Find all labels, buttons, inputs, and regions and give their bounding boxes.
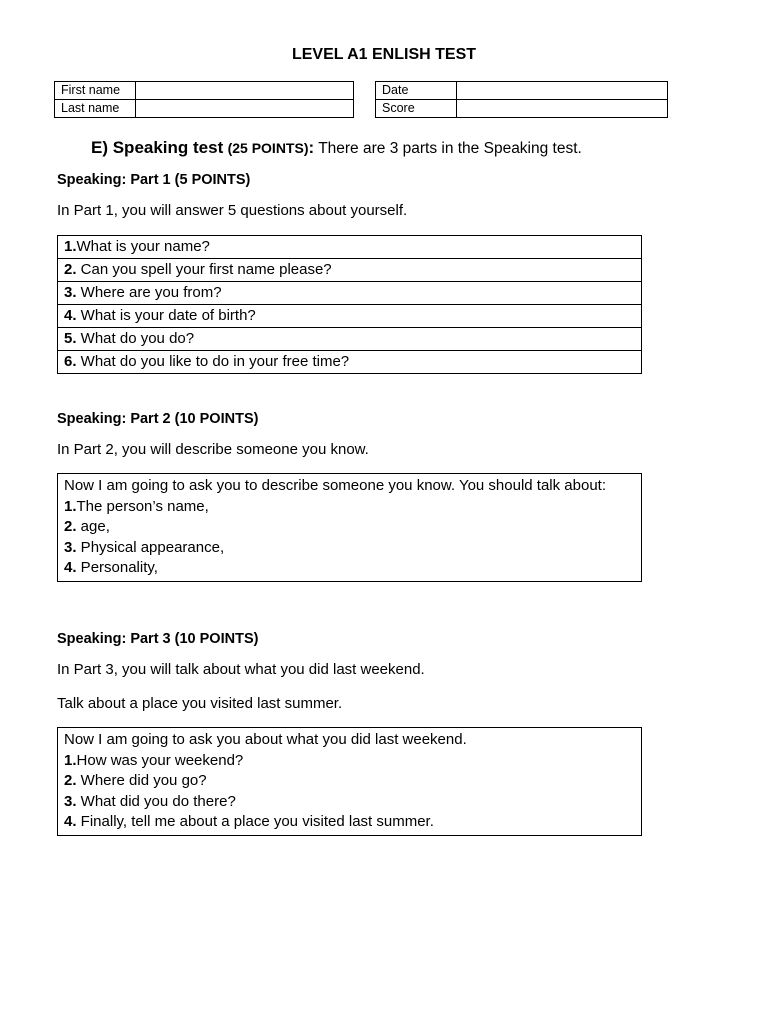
item-number: 1. <box>64 751 77 769</box>
item-text: age, <box>76 518 110 535</box>
item-number: 3. <box>64 792 77 810</box>
date-row <box>376 82 668 100</box>
date-score-table <box>375 81 668 118</box>
question-row <box>58 305 642 328</box>
list-item <box>64 771 635 792</box>
part2-prompt-box <box>57 473 642 582</box>
question-text: What is your date of birth? <box>76 307 256 324</box>
item-text: Personality, <box>76 559 158 576</box>
test-title: LEVEL A1 ENLISH TEST <box>291 46 477 63</box>
part2-box-intro: Now I am going to ask you to describe someone you know. You should talk about: <box>64 477 607 494</box>
score-row <box>376 100 668 118</box>
question-row <box>58 351 642 374</box>
question-number: 6. <box>64 353 77 370</box>
item-text: Physical appearance, <box>76 538 225 556</box>
score-field[interactable] <box>457 100 668 118</box>
item-text: Where did you go? <box>76 772 207 789</box>
question-number: 4. <box>64 307 77 324</box>
list-item <box>64 812 635 833</box>
last-name-label: Last name <box>55 100 136 118</box>
item-text: Finally, tell me about a place you visited last summer. <box>76 813 434 830</box>
item-number: 2. <box>64 518 77 535</box>
list-item <box>64 517 635 538</box>
list-item <box>64 792 635 813</box>
section-colon: : <box>308 138 315 157</box>
part1-questions-table <box>57 235 642 374</box>
first-name-field[interactable] <box>136 82 354 100</box>
part2-title: Speaking: Part 2 (10 POINTS) <box>57 411 259 427</box>
question-row <box>58 259 642 282</box>
student-info-table <box>54 81 354 118</box>
question-text: Where are you from? <box>76 284 222 301</box>
last-name-row <box>55 100 354 118</box>
question-row <box>58 236 642 259</box>
section-title: E) Speaking test <box>91 138 224 157</box>
part3-box-intro: Now I am going to ask you about what you did last weekend. <box>64 731 467 748</box>
question-row <box>58 282 642 305</box>
part3-intro: In Part 3, you will talk about what you did last weekend. <box>57 661 425 678</box>
first-name-row <box>55 82 354 100</box>
first-name-label: First name <box>55 82 136 100</box>
last-name-field[interactable] <box>136 100 354 118</box>
question-number: 3. <box>64 284 77 301</box>
question-number: 5. <box>64 330 77 347</box>
question-number: 2. <box>64 261 77 278</box>
list-item <box>64 497 635 518</box>
item-number: 3. <box>64 538 77 556</box>
question-text: What do you do? <box>76 330 195 347</box>
date-field[interactable] <box>457 82 668 100</box>
item-number: 1. <box>64 497 77 515</box>
part1-title: Speaking: Part 1 (5 POINTS) <box>57 172 251 188</box>
item-number: 4. <box>64 813 77 830</box>
section-points: (25 POINTS) <box>227 140 309 156</box>
item-text: How was your weekend? <box>76 751 244 769</box>
item-number: 2. <box>64 772 77 789</box>
part3-title: Speaking: Part 3 (10 POINTS) <box>57 631 259 647</box>
part2-intro: In Part 2, you will describe someone you know. <box>57 441 369 458</box>
section-intro: There are 3 parts in the Speaking test. <box>318 140 582 157</box>
section-heading <box>91 138 582 158</box>
item-text: The person’s name, <box>76 497 209 515</box>
question-text: What is your name? <box>76 238 210 255</box>
date-label: Date <box>376 82 457 100</box>
list-item <box>64 558 635 579</box>
part1-intro: In Part 1, you will answer 5 questions about yourself. <box>57 202 408 219</box>
question-text: Can you spell your first name please? <box>76 261 332 278</box>
item-text: What did you do there? <box>76 792 236 810</box>
part3-prompt-box <box>57 727 642 836</box>
list-item <box>64 751 635 772</box>
question-number: 1. <box>64 238 77 255</box>
score-label: Score <box>376 100 457 118</box>
list-item <box>64 538 635 559</box>
item-number: 4. <box>64 559 77 576</box>
part3-intro2: Talk about a place you visited last summer. <box>57 695 343 712</box>
question-text: What do you like to do in your free time? <box>76 353 350 370</box>
question-row <box>58 328 642 351</box>
